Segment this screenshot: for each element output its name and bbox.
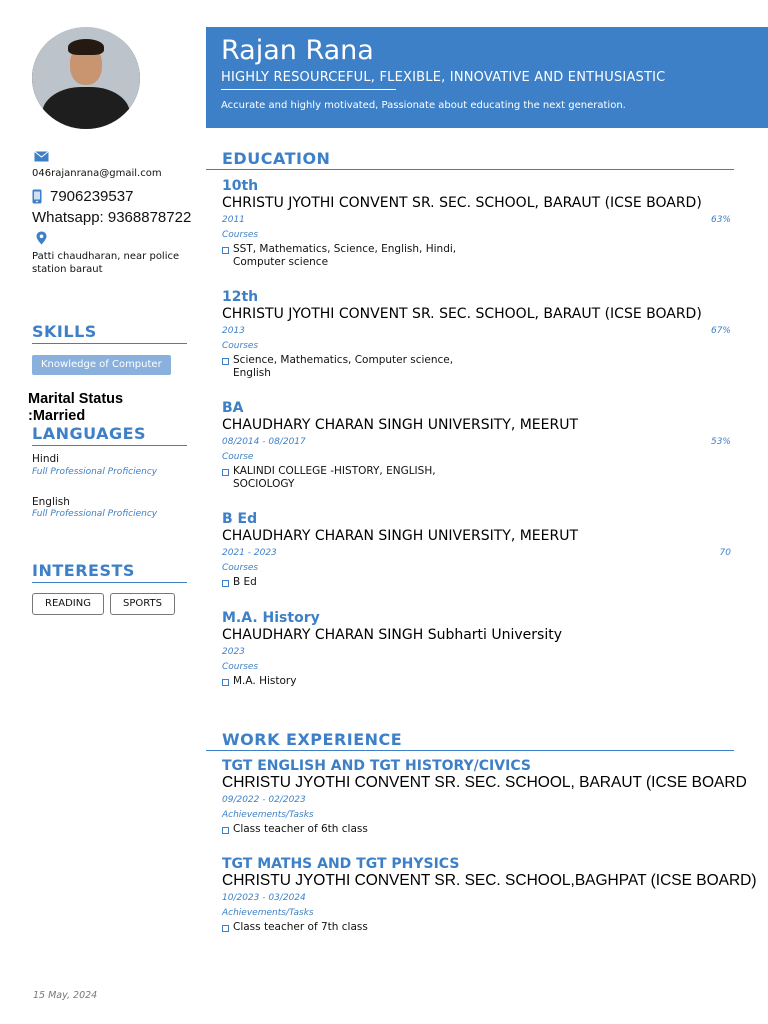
- language-level: Full Professional Proficiency: [32, 467, 158, 477]
- entry-date: 10/2023 - 03/2024: [222, 893, 306, 903]
- list-item: [222, 675, 734, 688]
- work-entry: [222, 758, 747, 836]
- list-item-line: Science, Mathematics, Computer science,: [233, 354, 454, 366]
- entry-meta: [222, 323, 734, 339]
- skills-heading: SKILLS: [32, 322, 187, 344]
- education-heading: EDUCATION: [206, 149, 734, 170]
- entry-date: 2023: [222, 647, 245, 657]
- entry-subheading: Course: [222, 452, 254, 462]
- tagline: HIGHLY RESOURCEFUL, FLEXIBLE, INNOVATIVE AND ENTHUSIASTIC: [221, 70, 666, 85]
- list-item: [222, 823, 734, 836]
- profile-photo: [32, 27, 140, 129]
- list-item: [222, 576, 734, 589]
- phone-row: [32, 188, 133, 205]
- tagline-underline: [221, 89, 396, 90]
- entry-score: 63%: [710, 215, 731, 225]
- phone-icon: [32, 189, 42, 204]
- interests-heading: INTERESTS: [32, 561, 187, 583]
- list-item-line: SOCIOLOGY: [233, 478, 295, 490]
- entry-meta: [222, 644, 734, 660]
- interest-tag: SPORTS: [110, 593, 175, 615]
- list-item-line: KALINDI COLLEGE -HISTORY, ENGLISH,: [233, 465, 436, 477]
- job-title: TGT ENGLISH AND TGT HISTORY/CIVICS: [222, 758, 531, 774]
- phone-number[interactable]: 7906239537: [50, 188, 134, 205]
- entry-date: 2013: [222, 326, 245, 336]
- entry-score: 67%: [710, 326, 731, 336]
- entry-subheading: Achievements/Tasks: [222, 908, 314, 918]
- marital-status-label: Marital Status: [28, 391, 124, 407]
- entry-score: 53%: [710, 437, 731, 447]
- list-item-line: M.A. History: [233, 675, 297, 687]
- map-pin-icon: [36, 231, 47, 245]
- education-entry: [222, 289, 734, 380]
- entry-subheading: Courses: [222, 341, 259, 351]
- language-level: Full Professional Proficiency: [32, 509, 158, 519]
- entry-date: 09/2022 - 02/2023: [222, 795, 306, 805]
- degree: 10th: [222, 178, 259, 194]
- list-item: [222, 354, 734, 380]
- list-item-line: SST, Mathematics, Science, English, Hindi,: [233, 243, 457, 255]
- education-entry: [222, 178, 734, 269]
- work-entry: [222, 856, 757, 934]
- marital-status: [28, 391, 123, 425]
- interest-tag: READING: [32, 593, 104, 615]
- entry-date: 2021 - 2023: [222, 548, 277, 558]
- degree: 12th: [222, 289, 259, 305]
- candidate-name: Rajan Rana: [221, 35, 374, 66]
- job-title: TGT MATHS AND TGT PHYSICS: [222, 856, 460, 872]
- whatsapp-number[interactable]: Whatsapp: 9368878722: [32, 209, 192, 226]
- entry-score: 70: [719, 548, 731, 558]
- institution: CHAUDHARY CHARAN SINGH UNIVERSITY, MEERUT: [222, 528, 579, 544]
- skill-pill: Knowledge of Computer: [32, 355, 171, 375]
- list-item: [222, 465, 734, 491]
- entry-date: 2011: [222, 215, 245, 225]
- summary: Accurate and highly motivated, Passionate about educating the next generation.: [221, 100, 626, 111]
- list-item-line: English: [233, 367, 271, 379]
- list-item-line: Class teacher of 7th class: [233, 921, 368, 933]
- entry-subheading: Courses: [222, 230, 259, 240]
- degree: B Ed: [222, 511, 258, 527]
- entry-subheading: Courses: [222, 662, 259, 672]
- employer: CHRISTU JYOTHI CONVENT SR. SEC. SCHOOL, BARAUT (ICSE BOARD: [222, 774, 747, 791]
- entry-meta: [222, 434, 734, 450]
- languages-heading: LANGUAGES: [32, 424, 187, 446]
- institution: CHAUDHARY CHARAN SINGH UNIVERSITY, MEERUT: [222, 417, 579, 433]
- envelope-icon: [34, 151, 49, 162]
- language-name: English: [32, 496, 70, 508]
- institution: CHAUDHARY CHARAN SINGH Subharti University: [222, 627, 563, 643]
- language-name: Hindi: [32, 453, 60, 465]
- document-date: 15 May, 2024: [33, 990, 98, 1001]
- entry-subheading: Achievements/Tasks: [222, 810, 314, 820]
- email-address[interactable]: 046rajanrana@gmail.com: [32, 168, 162, 179]
- entry-meta: [222, 792, 734, 808]
- list-item: [222, 243, 734, 269]
- entry-meta: [222, 545, 734, 561]
- address: Patti chaudharan, near police station baraut: [32, 251, 180, 275]
- education-entry: [222, 400, 734, 491]
- entry-meta: [222, 212, 734, 228]
- institution: CHRISTU JYOTHI CONVENT SR. SEC. SCHOOL, BARAUT (ICSE BOARD): [222, 306, 702, 322]
- list-item: [222, 921, 734, 934]
- education-entry: [222, 511, 734, 589]
- list-item-line: B Ed: [233, 576, 257, 588]
- entry-date: 08/2014 - 08/2017: [222, 437, 306, 447]
- entry-meta: [222, 890, 734, 906]
- list-item-line: Computer science: [233, 256, 329, 268]
- employer: CHRISTU JYOTHI CONVENT SR. SEC. SCHOOL,BAGHPAT (ICSE BOARD): [222, 872, 757, 889]
- marital-status-value: :Married: [28, 408, 86, 424]
- institution: CHRISTU JYOTHI CONVENT SR. SEC. SCHOOL, BARAUT (ICSE BOARD): [222, 195, 702, 211]
- degree: BA: [222, 400, 244, 416]
- degree: M.A. History: [222, 610, 320, 626]
- education-entry: [222, 610, 734, 688]
- entry-subheading: Courses: [222, 563, 259, 573]
- header-band: [206, 27, 768, 128]
- work-experience-heading: WORK EXPERIENCE: [206, 730, 734, 751]
- list-item-line: Class teacher of 6th class: [233, 823, 368, 835]
